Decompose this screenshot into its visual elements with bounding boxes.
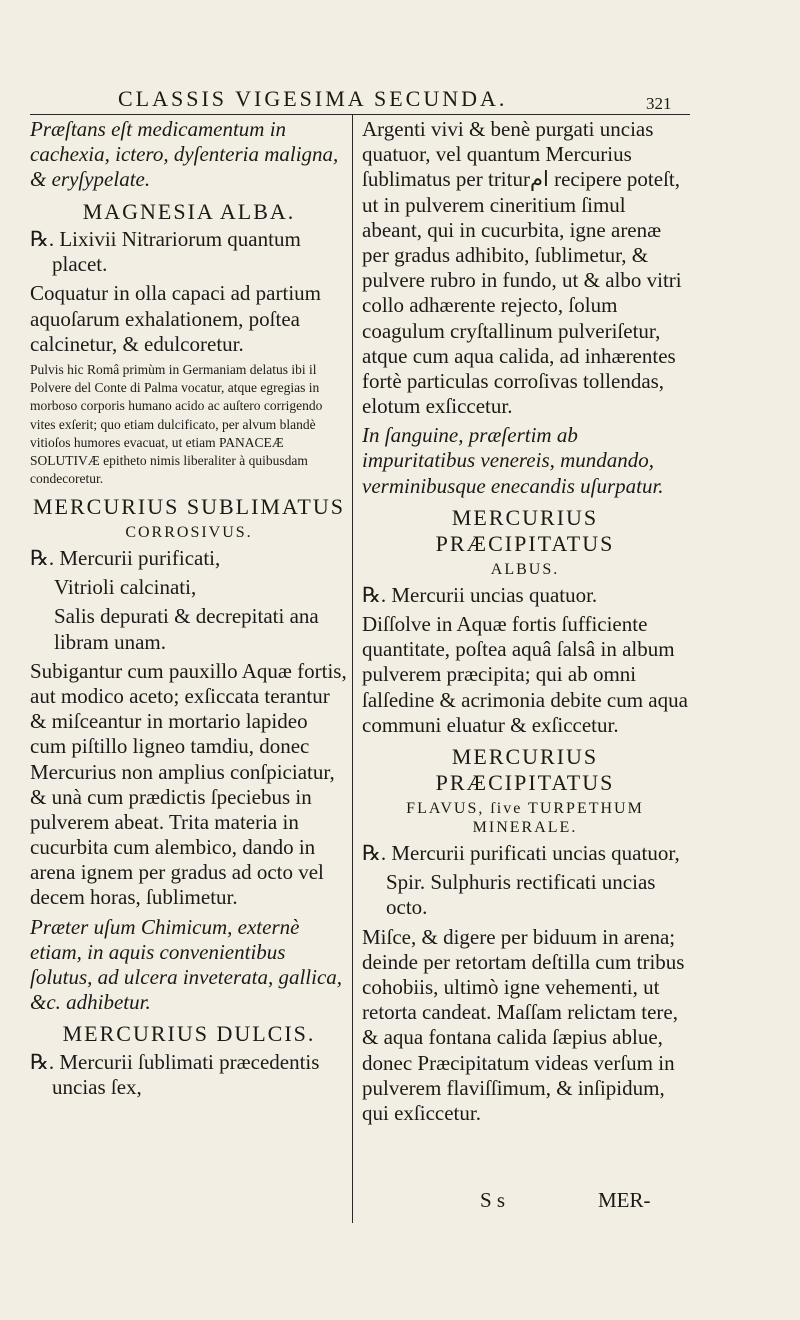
left-column <box>30 117 348 1104</box>
running-head: CLASSIS VIGESIMA SECUNDA. <box>118 86 508 111</box>
left-column-block: ℞. Mercurii ſublimati præcedentis uncias ſex, <box>30 1049 320 1099</box>
right-column-block: ℞. Mercurii purificati uncias quatuor, <box>362 841 680 866</box>
right-column-block: Argenti vivi & benè purgati uncias quatuor, vel quantum Mercurius ſublimatus per triturام recipere poteſt, ut in pulverem cineritium ſimul abeant, qui in cucurbita, igne arenæ per gradus adhibito, ſublimetur, & pulvere rubro in fundo, ut & albo vitri collo adhærente rejecto, ſolum coagulum cryſtallinum pulveriſetur, atque cum aqua calida, ad inhærentes fortè particulas corroſivas tollendas, elotum exſiccetur. <box>362 117 682 419</box>
left-column-block: MERCURIUS SUBLIMATUS <box>33 494 345 520</box>
left-column-block: Præter uſum Chimicum, externè etiam, in aquis convenientibus ſolutus, ad ulcera inveterata, gallica, &c. adhibetur. <box>30 914 343 1015</box>
right-column-block: Spir. Sulphuris rectificati uncias octo. <box>386 870 656 920</box>
right-column-block: Diſſolve in Aquæ fortis ſufficiente quantitate, poſtea aquâ ſalsâ in album pulverem præcipita; qui ab omni ſalſedine & acrimonia debite cum aqua communi eluatur & exſiccetur. <box>362 611 688 737</box>
header-rule <box>30 114 690 115</box>
left-column-block: Vitrioli calcinati, <box>54 575 197 600</box>
catchword: MER- <box>598 1188 651 1212</box>
left-column-block: Coquatur in olla capaci ad partium aquoſarum exhalationem, poſtea calcinetur, & edulcoretur. <box>30 281 321 356</box>
right-column-block: FLAVUS, ſive TURPETHUM MINERALE. <box>406 799 644 836</box>
page-number: 321 <box>646 94 672 113</box>
left-column-block: Subigantur cum pauxillo Aquæ fortis, aut modico aceto; exſiccata terantur & miſceantur in mortario lapideo cum piſtillo ligneo tamdiu, donec Mercurius non amplius conſpiciatur, & unà cum prædictis ſpeciebus in pulverem abeat. Trita materia in cucurbita cum alembico, dando in arena ignem per gradus ad octo vel decem horas, ſublimetur. <box>30 658 347 910</box>
signature-mark: S s <box>480 1188 506 1212</box>
page-header <box>118 86 718 116</box>
left-column-block: Pulvis hic Româ primùm in Germaniam delatus ibi il Polvere del Conte di Palma vocatur, atque egregias in morboso corporis humano acido ac auſtero corrigendo vites exſerit; quo etiam dulcificato, per alvum blandè vitioſos humores evacuat, ut etiam PANACEÆ SOLUTIVÆ epitheto nimis liberaliter à quibusdam condecoretur. <box>30 361 323 487</box>
left-column-block: MERCURIUS DULCIS. <box>62 1021 316 1047</box>
left-column-block: ℞. Mercurii purificati, <box>30 546 221 570</box>
right-column-block: ℞. Mercurii uncias quatuor. <box>362 582 598 607</box>
right-column <box>362 117 688 1130</box>
left-column-block: CORROSIVUS. <box>125 523 253 541</box>
left-column-block: Præſtans eſt medicamentum in cachexia, ictero, dyſenteria maligna, & eryſypelate. <box>30 117 339 192</box>
right-column-block: MERCURIUS PRÆCIPITATUS <box>435 504 615 557</box>
left-column-block: MAGNESIA ALBA. <box>82 198 296 224</box>
right-column-block: ALBUS. <box>490 560 560 578</box>
left-column-block: ℞. Lixivii Nitrariorum quantum placet. <box>30 226 301 277</box>
right-column-block: Miſce, & digere per biduum in arena; deinde per retortam deſtilla cum tribus cohobiis, ultimò igne vehementi, ut retorta candeat. Maſſam relictam tere, & aqua fontana calida ſæpius ablue, donec Præcipitatum videas verſum in pulverem flaviſſimum, & inſipidum, qui exſiccetur. <box>362 924 685 1125</box>
right-column-block: In ſanguine, præſertim ab impuritatibus venereis, mundando, verminibusque enecandis uſurpatur. <box>362 423 664 498</box>
right-column-block: MERCURIUS PRÆCIPITATUS <box>435 743 615 796</box>
column-divider <box>352 115 353 1223</box>
left-column-block: Salis depurati & decrepitati ana libram unam. <box>54 604 319 654</box>
